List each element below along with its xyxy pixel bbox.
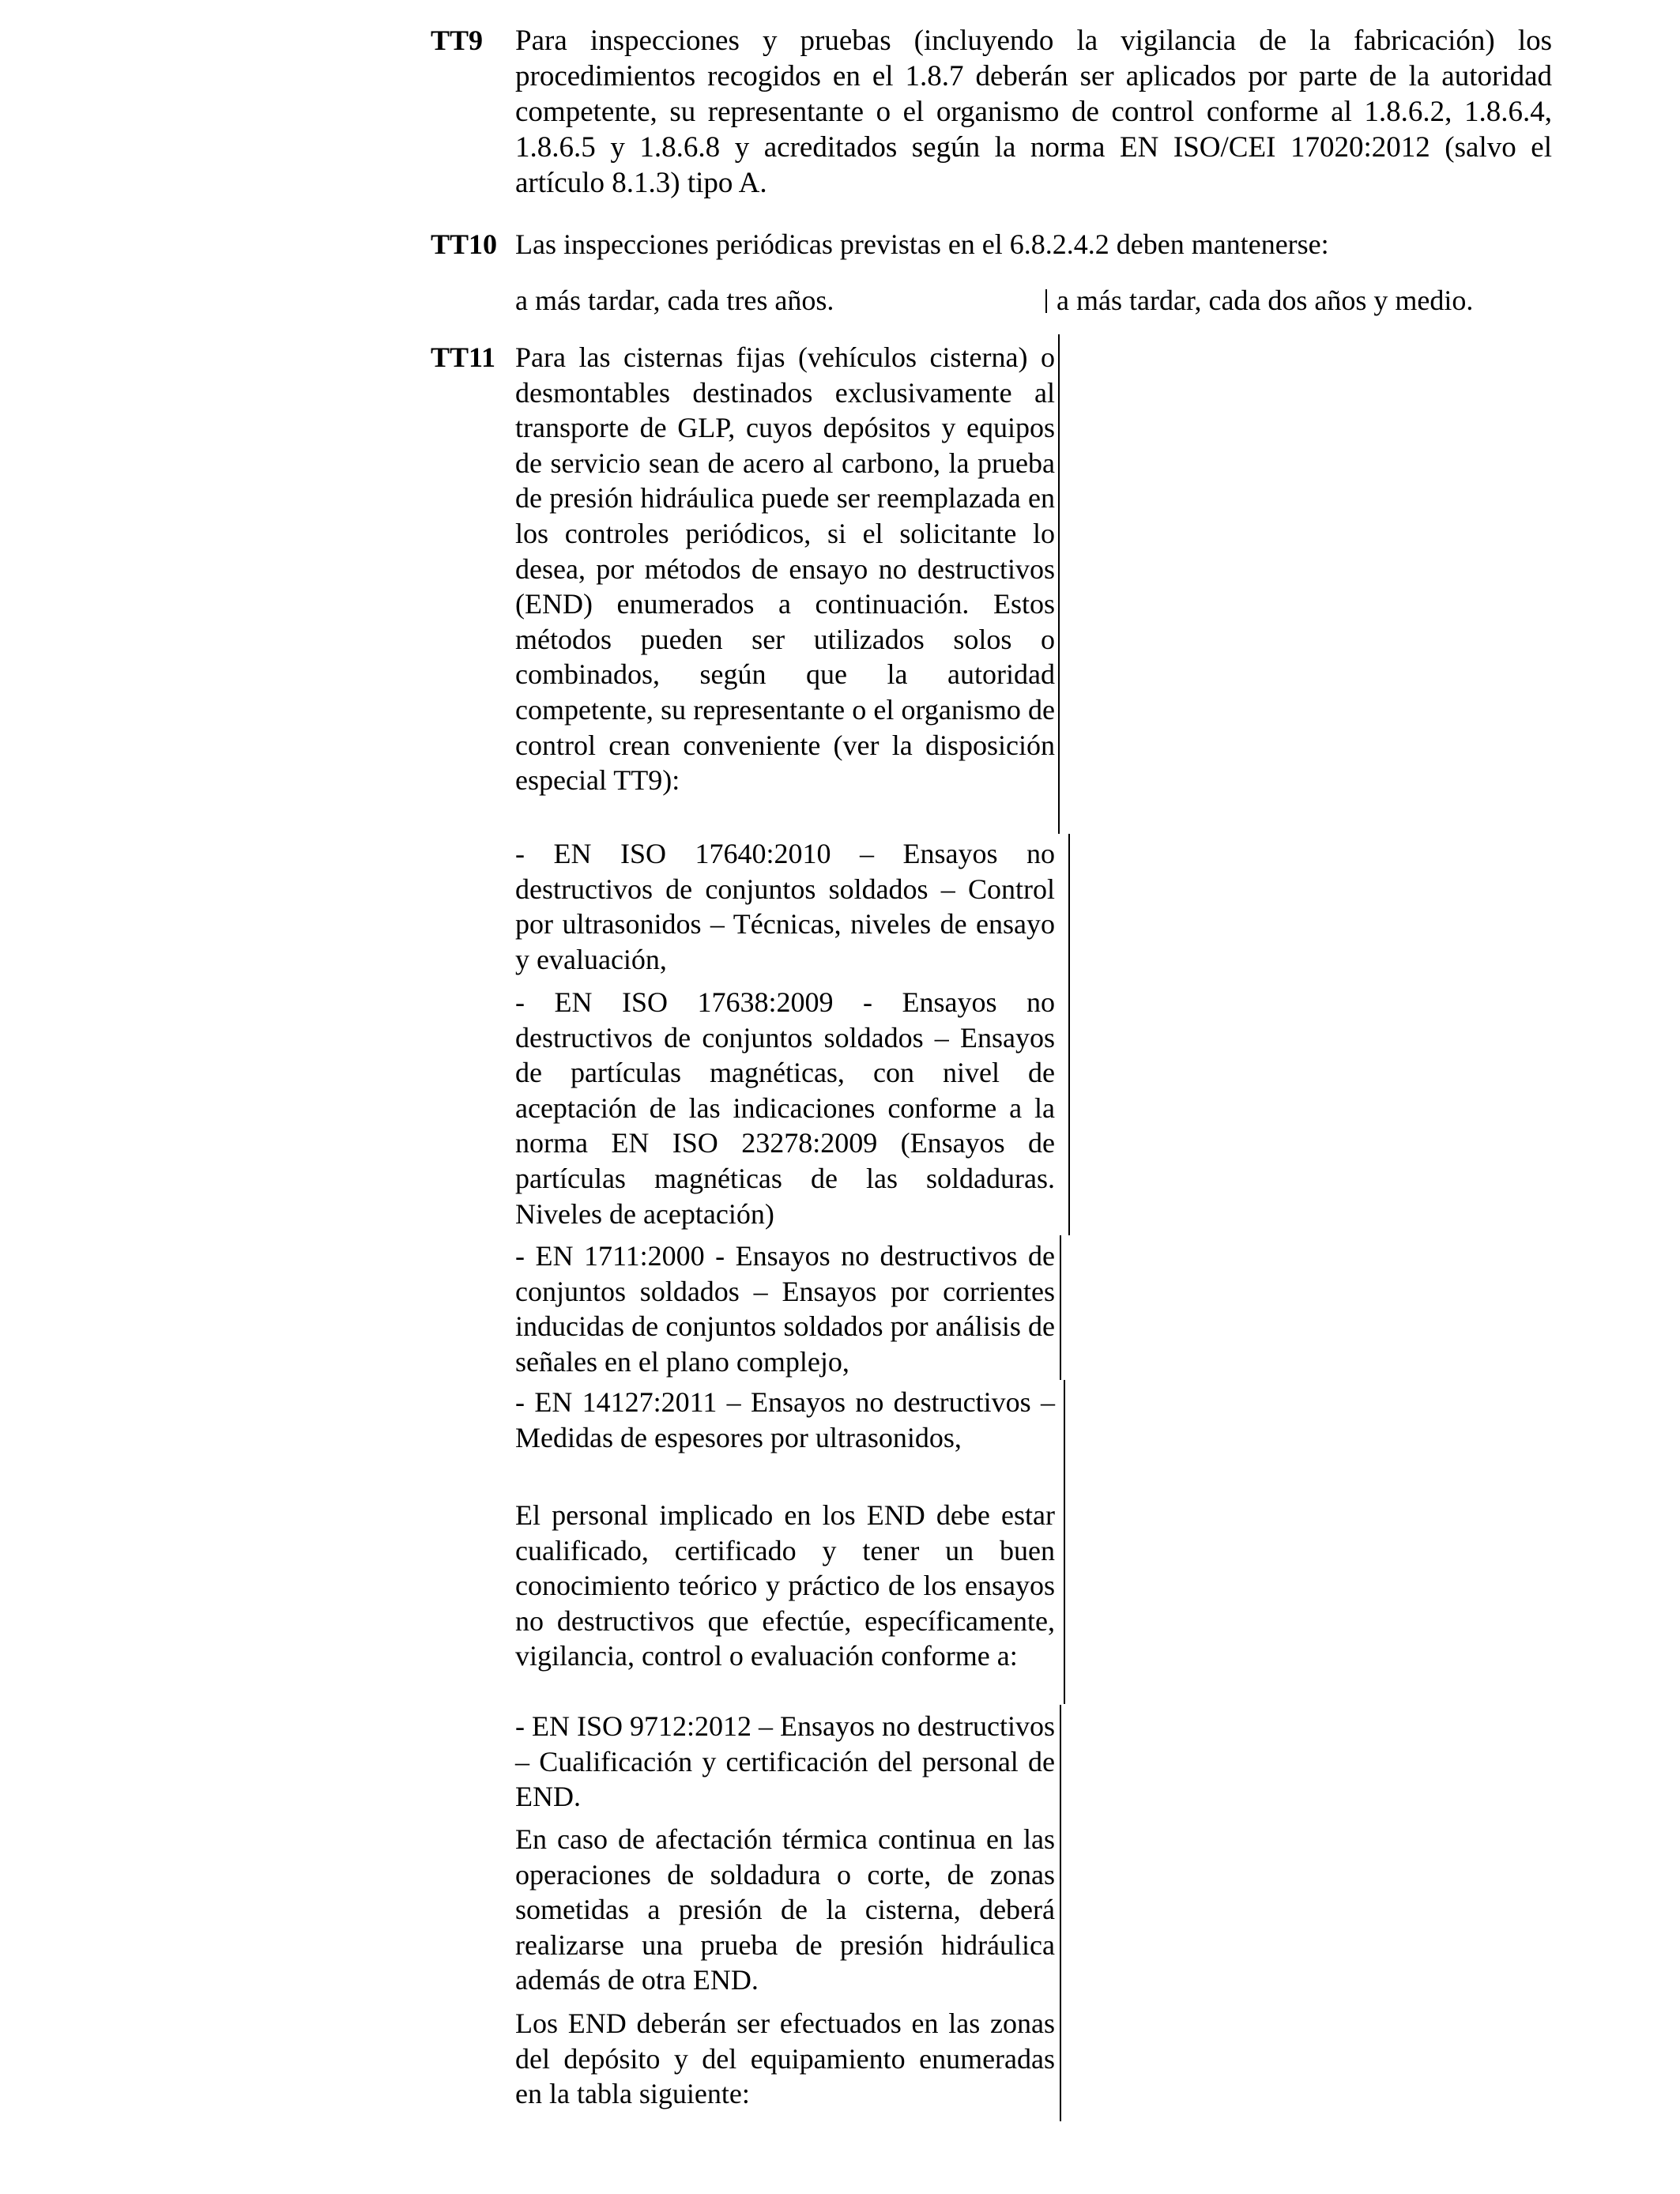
tt11-divider-end xyxy=(1060,1705,1061,2121)
tt11-divider-en-1711 xyxy=(1060,1235,1061,1380)
tt10-column-divider xyxy=(1045,289,1047,313)
tt11-item-en-14127: - EN 14127:2011 – Ensayos no destructivos – Medidas de espesores por ultrasonidos, xyxy=(515,1386,1055,1453)
tt11-thermal-paragraph: En caso de afectación térmica continua en las operaciones de soldadura o corte, de zonas sometidas a presión de la cisterna, deberá realizarse una prueba de presión hidráulica además de otra END. xyxy=(515,1823,1055,1996)
tt11-divider-intro xyxy=(1058,334,1060,834)
tt11-item-iso-9712: - EN ISO 9712:2012 – Ensayos no destructivos – Cualificación y certificación del personal de END. xyxy=(515,1710,1055,1813)
tt10-right-option: a más tardar, cada dos años y medio. xyxy=(1057,285,1474,316)
tt9-paragraph: Para inspecciones y pruebas (incluyendo la vigilancia de la fabricación) los procedimientos recogidos en el 1.8.7 deberán ser aplicados por parte de la autoridad competente, su representante o el organismo de control conforme al 1.8.6.2, 1.8.6.4, 1.8.6.5 y 1.8.6.8 y acreditados según la norma EN ISO/CEI 17020:2012 (salvo el artículo 8.1.3) tipo A. xyxy=(515,25,1552,199)
tt11-code: TT11 xyxy=(431,341,496,373)
tt11-personal-paragraph: El personal implicado en los END debe estar cualificado, certificado y tener un buen conocimiento teórico y práctico de los ensayos no destructivos que efectúe, específicamente, vigilancia, control o evaluación conforme a: xyxy=(515,1499,1055,1672)
tt10-paragraph: Las inspecciones periódicas previstas en el 6.8.2.4.2 deben mantenerse: xyxy=(515,228,1329,260)
tt11-divider-items-a xyxy=(1068,834,1070,1235)
tt10-code: TT10 xyxy=(431,228,498,260)
tt11-divider-personal xyxy=(1064,1380,1065,1704)
tt11-item-iso-17638: - EN ISO 17638:2009 - Ensayos no destructivos de conjuntos soldados – Ensayos de partículas magnéticas, con nivel de aceptación de las indicaciones conforme a la norma EN ISO 23278:2009 (Ensayos de partículas magnéticas de las soldaduras. Niveles de aceptación) xyxy=(515,986,1055,1230)
tt11-zones-paragraph: Los END deberán ser efectuados en las zonas del depósito y del equipamiento enumeradas en la tabla siguiente: xyxy=(515,2007,1055,2110)
tt11-item-en-1711: - EN 1711:2000 - Ensayos no destructivos de conjuntos soldados – Ensayos por corrientes inducidas de conjuntos soldados por análisis de señales en el plano complejo, xyxy=(515,1240,1055,1378)
tt11-intro: Para las cisternas fijas (vehículos cisterna) o desmontables destinados exclusivamente al transporte de GLP, cuyos depósitos y equipos de servicio sean de acero al carbono, la prueba de presión hidráulica puede ser reemplazada en los controles periódicos, si el solicitante lo desea, por métodos de ensayo no destructivos (END) enumerados a continuación. Estos métodos pueden ser utilizados solos o combinados, según que la autoridad competente, su representante o el organismo de control crean conveniente (ver la disposición especial TT9): xyxy=(515,341,1055,797)
tt10-left-option: a más tardar, cada tres años. xyxy=(515,285,834,316)
tt9-code: TT9 xyxy=(431,25,484,56)
tt11-item-iso-17640: - EN ISO 17640:2010 – Ensayos no destructivos de conjuntos soldados – Control por ultrasonidos – Técnicas, niveles de ensayo y evaluación, xyxy=(515,838,1055,975)
